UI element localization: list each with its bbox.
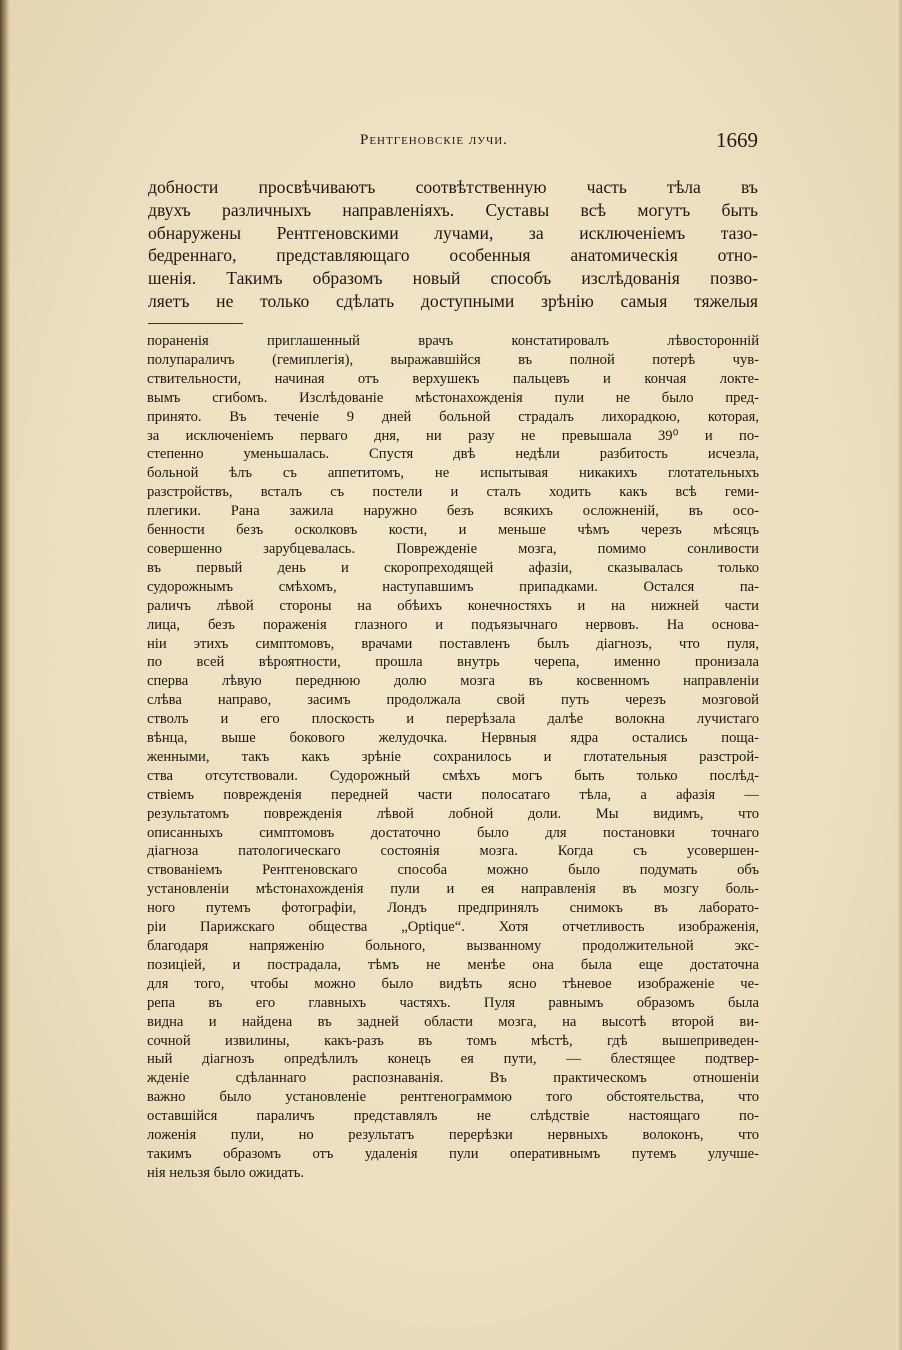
footnote-line: благодаря напряженію больного, вызванному продолжительной экс- <box>147 938 759 954</box>
footnote-line: нія нельзя было ожидать. <box>147 1164 305 1181</box>
footnote-line: слѣва направо, засимъ продолжала свой путь черезъ мозговой <box>147 692 759 709</box>
footnote-line: ложенія пули, но результатъ перерѣзки нервныхъ волоконъ, что <box>147 1127 759 1144</box>
footnote-line: за исключеніемъ перваго дня, ни разу не превышала 39⁰ и по- <box>147 427 759 444</box>
footnote-line: для того, чтобы можно было видѣть ясно тѣневое изображеніе че- <box>147 975 759 992</box>
footnote-line: позиціей, и пострадала, тѣмъ не менѣе она была еще достаточна <box>147 956 759 973</box>
footnote-line: ствіемъ поврежденія передней части полосатаго тѣла, а афазія — <box>147 786 759 803</box>
footnote-line: вѣнца, выше бокового желудочка. Нервныя ядра остались поща- <box>147 730 759 747</box>
footnote-line: діагноза патологическаго состоянія мозга. Когда съ усовершен- <box>147 843 759 860</box>
footnote-line: лица, безъ пораженія глазного и подъязычнаго нервовъ. На основа- <box>147 616 759 633</box>
footnote-line: ный діагнозъ опредѣлилъ конецъ ея пути, — блестящее подтвер- <box>147 1051 759 1068</box>
footnote-line: ствительности, начиная отъ верхушекъ пальцевъ и кончая локте- <box>147 370 759 387</box>
footnote-line: результатомъ поврежденія лѣвой лобной доли. Мы видимъ, что <box>147 805 759 822</box>
footnote-line: разстройствъ, всталъ съ постели и сталъ ходить какъ всѣ геми- <box>147 484 759 501</box>
page-header <box>150 128 758 158</box>
footnote-line: жденіе сдѣланнаго распознаванія. Въ практическомъ отношеніи <box>147 1070 759 1087</box>
main-text-line: добности просвѣчиваютъ соотвѣтственную часть тѣла въ <box>148 177 758 197</box>
footnote-line: судорожнымъ смѣхомъ, наступавшимъ припадками. Остался па- <box>147 578 759 595</box>
main-text-line: двухъ различныхъ направленіяхъ. Суставы всѣ могутъ быть <box>148 199 758 220</box>
footnote-line: женными, такъ какъ зрѣніе сохранилось и глотательныя разстрой- <box>147 748 759 765</box>
main-text-block <box>148 176 758 313</box>
footnote-line: важно было установленіе рентгенограммою того обстоятельства, что <box>147 1089 759 1106</box>
footnote-line: стволъ и его плоскость и перерѣзала далѣе волокна лучистаго <box>147 711 759 728</box>
footnote-line: вымъ сгибомъ. Изслѣдованіе мѣстонахожденія пули не было пред- <box>147 389 759 406</box>
main-text-line: обнаружены Рентгеновскими лучами, за исключеніемъ тазо- <box>148 222 758 243</box>
footnote-line: полупараличъ (гемиплегія), выражавшійся въ полной потерѣ чув- <box>147 351 759 368</box>
footnote-line: ства отсутствовали. Судорожный смѣхъ могъ быть только послѣд- <box>147 767 759 784</box>
running-title: Рентгеновскіе лучи. <box>360 132 508 148</box>
main-text-line: ляетъ не только сдѣлать доступными зрѣнію самыя тяжелыя <box>148 290 758 311</box>
footnote-line: бенности безъ осколковъ кости, и меньше чѣмъ черезъ мѣсяцъ <box>147 522 759 539</box>
footnote-block <box>147 332 759 1183</box>
footnote-line: такимъ образомъ отъ удаленія пули оперативнымъ путемъ улучше- <box>147 1145 759 1162</box>
footnote-line: оставшійся параличъ представлялъ не слѣдствіе настоящаго по- <box>147 1108 759 1125</box>
page-number: 1669 <box>716 128 758 152</box>
footnote-line: видна и найдена въ задней области мозга, на высотѣ второй ви- <box>147 1013 759 1030</box>
footnote-line: по всей вѣроятности, прошла внутрь черепа, именно пронизала <box>147 654 759 671</box>
footnote-line: ніи этихъ симптомовъ, врачами поставленъ былъ діагнозъ, что пуля, <box>147 635 759 652</box>
footnote-line: раличъ лѣвой стороны на обѣихъ конечностяхъ и на нижней части <box>147 597 759 614</box>
main-text-line: бедреннаго, представляющаго особенныя анатомическія отно- <box>148 245 758 266</box>
page-edge <box>896 0 902 1350</box>
footnote-separator <box>148 323 243 324</box>
footnote-line: ствованіемъ Рентгеновскаго способа можно было подумать объ <box>147 862 759 879</box>
footnote-line: совершенно зарубцевалась. Поврежденіе мозга, помимо сонливости <box>147 540 759 557</box>
footnote-line: въ первый день и скоропреходящей афазіи, сказывалась только <box>147 559 759 576</box>
binding-edge <box>0 0 10 1350</box>
footnote-line: плегики. Рана зажила наружно безъ всякихъ осложненій, въ осо- <box>147 503 759 520</box>
footnote-line: ріи Парижскаго общества „Optique“. Хотя отчетливость изображенія, <box>147 919 759 936</box>
footnote-line: установленіи мѣстонахожденія пули и ея направленія въ мозгу боль- <box>147 881 759 898</box>
footnote-line: сочной извилины, какъ-разъ въ томъ мѣстѣ, гдѣ вышеприведен- <box>147 1032 759 1049</box>
footnote-line: репа въ его главныхъ частяхъ. Пуля равнымъ образомъ была <box>147 994 759 1011</box>
main-text-line: шенія. Такимъ образомъ новый способъ изслѣдованія позво- <box>148 268 758 289</box>
footnote-line: описанныхъ симптомовъ достаточно было для постановки точнаго <box>147 824 759 841</box>
footnote-line: принято. Въ теченіе 9 дней больной страдалъ лихорадкою, которая, <box>147 408 759 425</box>
footnote-line: сперва лѣвую переднюю долю мозга въ косвенномъ направленіи <box>147 673 759 690</box>
footnote-line: ного путемъ фотографіи, Лондъ предпринялъ снимокъ въ лаборато- <box>147 900 759 917</box>
footnote-line: степенно уменьшалась. Спустя двѣ недѣли разбитость исчезла, <box>147 446 759 463</box>
footnote-line: пораненія приглашенный врачъ констатировалъ лѣвосторонній <box>147 333 759 349</box>
footnote-line: больной ѣлъ съ аппетитомъ, не испытывая никакихъ глотательныхъ <box>147 465 759 482</box>
